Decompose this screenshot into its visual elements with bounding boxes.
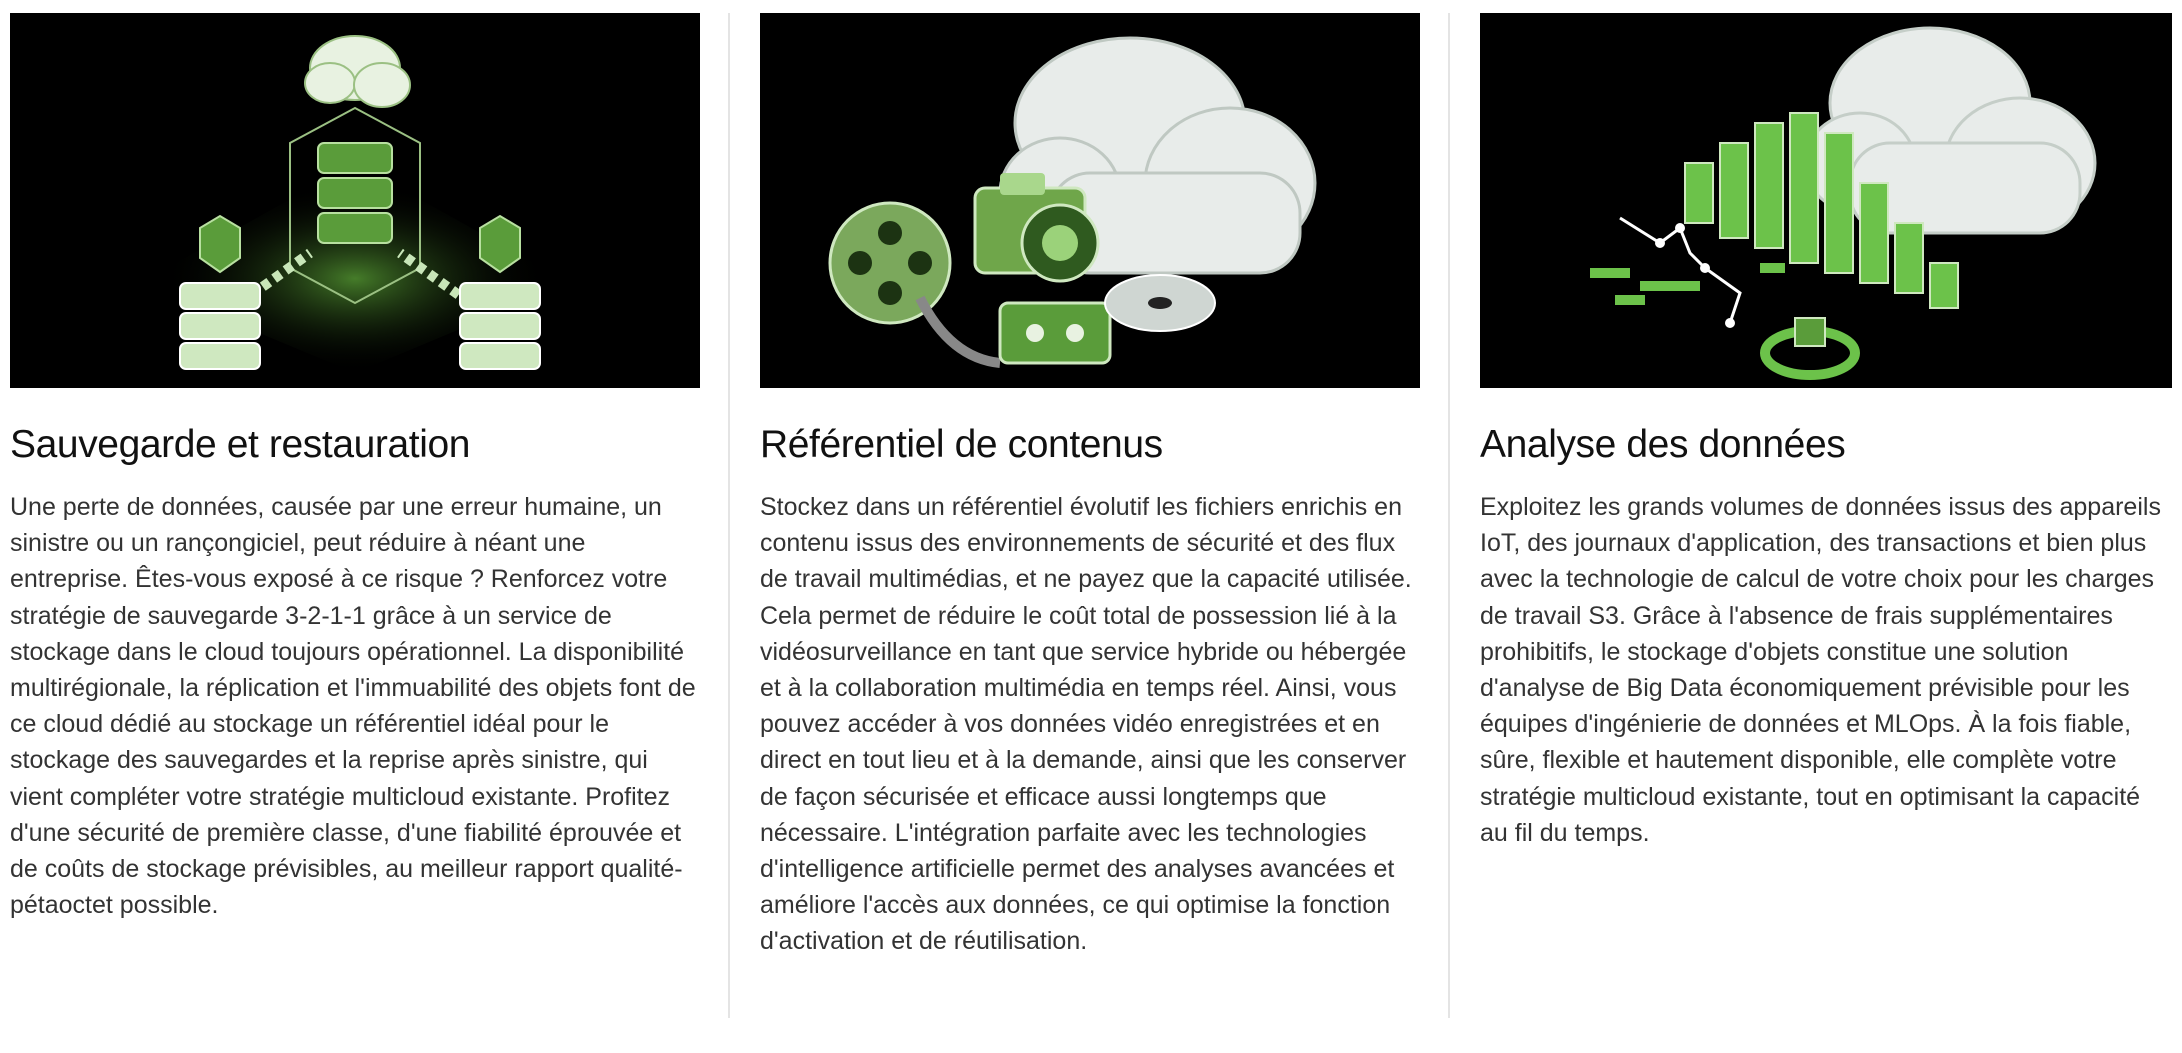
card-title: Analyse des données <box>1480 423 1846 466</box>
card-content-repository <box>760 13 1420 956</box>
analytics-chart-cloud-illustration <box>1480 13 2172 388</box>
column-divider <box>1448 13 1450 1018</box>
card-body: Exploitez les grands volumes de données issus des appareils IoT, des journaux d'application, des transactions et bien plus avec la technologie de calcul de votre choix pour les charges de travail S3. Grâce à l'absence de frais supplémentaires prohibitifs, le stockage d'objets constitue une solution d'analyse de Big Data économiquement prévisible pour les équipes d'ingénierie de données et MLOps. À la fois fiable, sûre, flexible et hautement disponible, elle complète votre stratégie multicloud existante, tout en optimisant la capacité au fil du temps. <box>1480 493 2161 847</box>
card-body: Stockez dans un référentiel évolutif les fichiers enrichis en contenu issus des environnements de sécurité et des flux de travail multimédias, et ne payez que la capacité utilisée. Cela permet de réduire le coût total de possession lié à la vidéosurveillance en tant que service hybride ou hébergée et à la collaboration multimédia en temps réel. Ainsi, vous pouvez accéder à vos données vidéo enregistrées et en direct en tout lieu et à la demande, ainsi que les conserver de façon sécurisée et efficace aussi longtemps que nécessaire. L'intégration parfaite avec les technologies d'intelligence artificielle permet des analyses avancées et améliore l'accès aux données, ce qui optimise la fonction d'activation et de réutilisation. <box>760 493 1412 956</box>
media-cloud-illustration <box>760 13 1420 388</box>
card-data-analytics <box>1480 13 2172 847</box>
backup-servers-illustration <box>10 13 700 388</box>
column-divider <box>728 13 730 1018</box>
card-backup <box>10 13 700 920</box>
card-title: Référentiel de contenus <box>760 423 1163 466</box>
card-title: Sauvegarde et restauration <box>10 423 471 466</box>
card-body: Une perte de données, causée par une erreur humaine, un sinistre ou un rançongiciel, peut réduire à néant une entreprise. Êtes-vous exposé à ce risque ? Renforcez votre stratégie de sauvegarde 3-2-1-1 grâce à un service de stockage dans le cloud toujours opérationnel. La disponibilité multirégionale, la réplication et l'immuabilité des objets font de ce cloud dédié au stockage un référentiel idéal pour le stockage des sauvegardes et la reprise après sinistre, qui vient compléter votre stratégie multicloud existante. Profitez d'une sécurité de première classe, d'une fiabilité éprouvée et de coûts de stockage prévisibles, au meilleur rapport qualité-pétaoctet possible. <box>10 493 696 920</box>
